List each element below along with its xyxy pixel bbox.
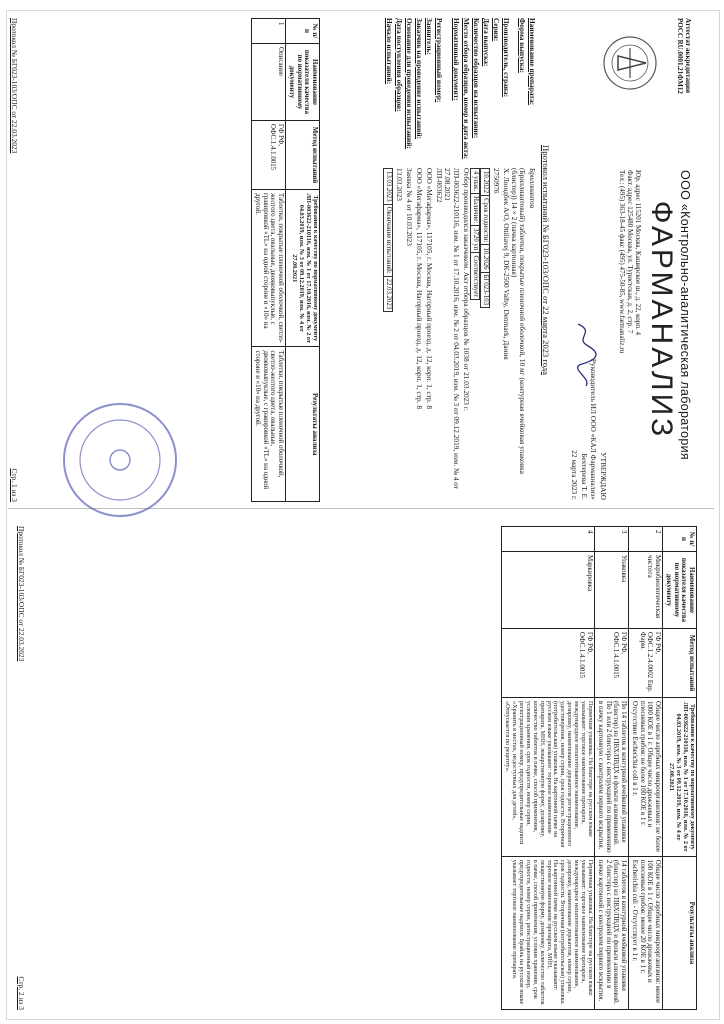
- info-row: [433, 18, 443, 502]
- info-value: ЛП-003622: [435, 168, 445, 203]
- info-value: ООО «Мегафарма», 117105, г. Москва, Нагорный проезд, д. 12, корп. 1, стр. 8: [425, 168, 435, 409]
- table-cell: Общее число аэробных микроорганизмов: менее 100 КОЕ в 1 г. Общее число дрожжевых и плесневых грибов: менее 20 КОЕ в 1 г. Escherichia coli - Отсутствует в 1 г.: [629, 856, 663, 1009]
- col-header: Метод испытаний: [663, 629, 697, 698]
- lab-logo-icon: [600, 18, 660, 108]
- release-date: 10.2022: [480, 169, 489, 196]
- col-header: Метод испытаний: [286, 121, 320, 190]
- table-cell: По 14 таблеток в контурной ячейковой упаковке (блистер) из ПВХ/ПВДХ и фольги алюминиевой. По 1 или 2 блистера с инструкцией по применению в пачку картонную с контролем первого вскрытия.: [595, 698, 629, 857]
- lab-name: ООО «Контрольно-аналитическая лаборатория: [678, 170, 692, 460]
- table-cell: ГФ РФ, ОФС.1.4.1.0015: [595, 629, 629, 698]
- end-label: Окончание испытаний:: [384, 204, 393, 276]
- info-row: [490, 18, 500, 502]
- protocol-title: Протокол испытаний № БГ023-103/ОПС от 22 марта 2023 года: [541, 145, 551, 375]
- info-value: 13.03.2023: [395, 168, 405, 201]
- info-row: [500, 18, 510, 502]
- info-row: [413, 18, 423, 502]
- quantity-table: [470, 168, 480, 300]
- table-row: [595, 527, 629, 1010]
- table-cell: ГФ РФ, ОФС.1.2.4.0002 Евр. Фарм.: [629, 629, 663, 698]
- table-cell: Общее число аэробных микроорганизмов: не более 1000 КОЕ в 1 г. Общее число дрожжевых и плесневых грибов: не более 100 КОЕ в 1 г. Отсутствие Escherichia coli в 1 г.: [629, 698, 663, 857]
- info-value: ЛП-003622-210116, изм. № 1 от 17.10.2016, изм. № 2 от 04.03.2019, изм. № 3 от 09.12.2019, изм. № 4 от 27.08.2021: [443, 168, 461, 489]
- protocol-page-1: [0, 10, 700, 510]
- info-key: Заказчик на проведение испытаний:: [415, 18, 425, 139]
- info-row: [470, 18, 480, 502]
- mini-value: 10.2026: [480, 245, 489, 272]
- info-row: [443, 18, 459, 502]
- end-date: 22.03.2023: [384, 276, 393, 312]
- mini-value: 3720 уп: [470, 226, 479, 253]
- table-cell: 1: [252, 19, 286, 44]
- table-cell: ГФ РФ, ОФС.1.4.1.0015: [502, 629, 595, 698]
- info-row: [383, 18, 393, 502]
- mini-value: БГ023-103: [480, 272, 489, 308]
- info-value: ООО «Мегафарма», 117105, г. Москва, Нагорный проезд, д. 12, корп. 1, стр. 8: [415, 168, 425, 409]
- dates-table: [383, 168, 393, 312]
- page-footer: [10, 18, 18, 502]
- footer-protocol: Протокол № БГ023-103/ОПС от 22.03.2023: [10, 18, 20, 154]
- page-number: Стр. 2 из 3: [17, 976, 27, 1010]
- protocol-page-2: [7, 518, 707, 1018]
- mini-value: Соответствует: [470, 253, 479, 300]
- info-key: Серия:: [491, 18, 501, 42]
- results-table-page-2: [501, 526, 697, 1010]
- info-value: [480, 168, 490, 502]
- info-row: [480, 18, 490, 502]
- table-cell: 2: [629, 527, 663, 552]
- info-row: [510, 18, 526, 502]
- col-header: Наименование показателя качества по нормативному документу: [286, 44, 320, 121]
- table-cell: Первичная упаковка. На блистере на русском языке указывают: торговое наименование препарата, международное непатентованное наименование, дозировку, наименование держателя регистрационного удостоверения, номер серии, срок годности. Вторичная (потребительская) упаковка. На картонной пачке на русском языке указывают: торговое наименование препарата, МНН, лекарственную форму, дозировку, количество таблеток в пачке, способ применения, условия хранения, срок годности, номер серии, регистрационный номер, предупредительные надписи «Хранить в местах, недоступных для детей», «Отпускается по рецепту».: [502, 698, 595, 857]
- col-header: Требования к качеству по нормативному документу ЛП-003622-210116, изм. № 1 от 17.10.2016, изм. № 2 от 04.03.2019, изм. № 3 от 09.12.2019, изм. № 4 от 27.08.2021: [286, 190, 320, 347]
- info-value: [383, 168, 393, 502]
- footer-protocol: Протокол № БГ023-103/ОПС от 22.03.2023: [17, 526, 27, 662]
- accreditation-line: РОСС RU.0001.21ФМ12: [675, 18, 684, 94]
- info-key: Начало испытаний:: [385, 18, 395, 85]
- table-cell: Описание: [252, 44, 286, 121]
- info-key: Дата поступления образцов:: [395, 18, 405, 112]
- stamp-icon: [60, 400, 180, 520]
- info-row: [460, 18, 470, 502]
- table-cell: Таблетки, покрытые пленочной оболочкой, светло-желтого цвета, овальные, двояковыпуклые, с гравировкой «TL» на одной стороне и «10» на другой.: [252, 190, 286, 347]
- approve-date: 22 марта 2023 г.: [570, 450, 580, 500]
- info-key: Наименование препарата:: [528, 18, 537, 106]
- info-row: [393, 18, 403, 502]
- info-key: Заявитель:: [425, 18, 435, 55]
- table-cell: Таблетки, покрытые пленочной оболочкой, светло-желтого цвета, овальные, двояковыпуклые, с гравировкой «TL» на одной стороне и «10» на другой.: [252, 347, 286, 502]
- info-value: Заявка № 4 от 10.03.2023: [405, 168, 415, 246]
- table-cell: ГФ РФ, ОФС.1.4.1.0015: [252, 121, 286, 190]
- col-header: Результаты анализа: [663, 856, 697, 1009]
- info-value: (Бриллиантовый) таблетки, покрытые пленочной оболочкой, 10 мг (контурная ячейковая упаковка (блистер)) 14 × 2 (пачка картонная): [509, 168, 527, 474]
- col-header: № п/п: [286, 19, 320, 44]
- info-value: Х. Люндбек А/О, Ottiliavej 9, DK-2500 Valby, Denmark, Дания: [501, 168, 511, 360]
- info-key: Основание для проведения испытаний:: [405, 18, 415, 149]
- table-cell: 4: [502, 527, 595, 552]
- approval-block: [570, 310, 609, 500]
- table-row: [629, 527, 663, 1010]
- table-row: [502, 527, 595, 1010]
- lab-brand: ФАРМАНАЛИЗ: [645, 200, 678, 440]
- table-cell: 14 таблеток в контурной ячейковой упаковке (блистер) из ПВХ/ПВДХ и фольги алюминиевой. 2 блистера с инструкцией по применению в пачке картонной с контролем первого вскрытия.: [595, 856, 629, 1009]
- lab-address: [618, 170, 642, 490]
- info-row: [526, 18, 536, 502]
- mini-label: Срок годности:: [480, 196, 489, 245]
- sample-info: [383, 18, 536, 502]
- page-footer: [17, 526, 25, 1010]
- address-line: Факт. адрес 125480 Москва, ул. Туристская, д. 2, стр. 7: [625, 170, 634, 334]
- quantity-value: 4 упак.: [470, 169, 479, 194]
- accreditation: [676, 18, 692, 118]
- address-line: Юр. адрес 115201 Москва, Каширское ш., д. 22, корп. 4: [634, 170, 642, 335]
- page-number: Стр. 1 из 3: [10, 468, 20, 502]
- info-key: Место отбора образцов, номер и дата акта:: [461, 18, 471, 160]
- start-date: 13.03.2023: [384, 169, 393, 205]
- col-header: Результаты анализа: [286, 347, 320, 502]
- info-value: Отбор производился заказчиком. Акт отбора образцов № 1038 от 21.03.2023 г.: [461, 168, 471, 411]
- col-header: Наименование показателя качества по нормативному документу: [663, 552, 697, 629]
- release-table: [480, 168, 490, 308]
- results-table-page-1: [251, 18, 320, 502]
- table-cell: Первичная упаковка. На блистере на русском языке указывают: торговое наименование препарата, международное непатентованное наименование, дозировку, наименование держателя, номер серии, срок годности. Вторичная (потребительская) упаковка. На картонной пачке на русском языке указывают: торговое наименование препарата, МНН, лекарственную форму, дозировку, количество таблеток в пачке, способ применения, условия хранения, срок годности, номер серии, регистрационный номер, предупредительные надписи. Брайль на русском языке указывает торговое наименование препарата.: [502, 856, 595, 1009]
- info-key: Производитель, страна:: [501, 18, 511, 98]
- approve-position: Руководитель ИЛ ООО «КАЛ Фармаанализ»: [589, 358, 599, 500]
- info-row: [403, 18, 413, 502]
- col-header: Требования к качеству по нормативному документу ЛП-003622-210116, изм. № 1 от 17.10.2016, изм. № 2 от 04.03.2019, изм. № 3 от 09.12.2019, изм. № 4 от 27.08.2021: [663, 698, 697, 857]
- info-key: Нормативный документ:: [451, 18, 461, 101]
- accreditation-line: Аттестат аккредитации: [684, 18, 692, 94]
- info-row: [423, 18, 433, 502]
- table-cell: Маркировка: [502, 552, 595, 629]
- info-key: Дата выпуска:: [481, 18, 491, 67]
- table-header-row: [663, 527, 697, 1010]
- address-line: Тел.: (495) 363-18-45 факс (495) 475-50-85, www.farmanaliz.ru: [617, 170, 626, 354]
- mini-label: Наличие:: [470, 194, 479, 226]
- approve-heading: УТВЕРЖДАЮ: [599, 452, 608, 500]
- table-row: [252, 19, 286, 502]
- table-cell: Микробиологическая чистота: [629, 552, 663, 629]
- info-value: 2750976: [491, 168, 501, 194]
- table-cell: Упаковка: [595, 552, 629, 629]
- info-key: Количество образцов на испытание:: [471, 18, 481, 139]
- table-header-row: [286, 19, 320, 502]
- info-value: Бриллиантов: [528, 168, 537, 209]
- approve-person: Бехтерева Т. Е.: [579, 453, 589, 500]
- table-cell: 3: [595, 527, 629, 552]
- info-key: Форма выпуска:: [518, 18, 527, 73]
- info-key: Регистрационный номер:: [435, 18, 445, 103]
- col-header: № п/п: [663, 527, 697, 552]
- info-value: [470, 168, 480, 502]
